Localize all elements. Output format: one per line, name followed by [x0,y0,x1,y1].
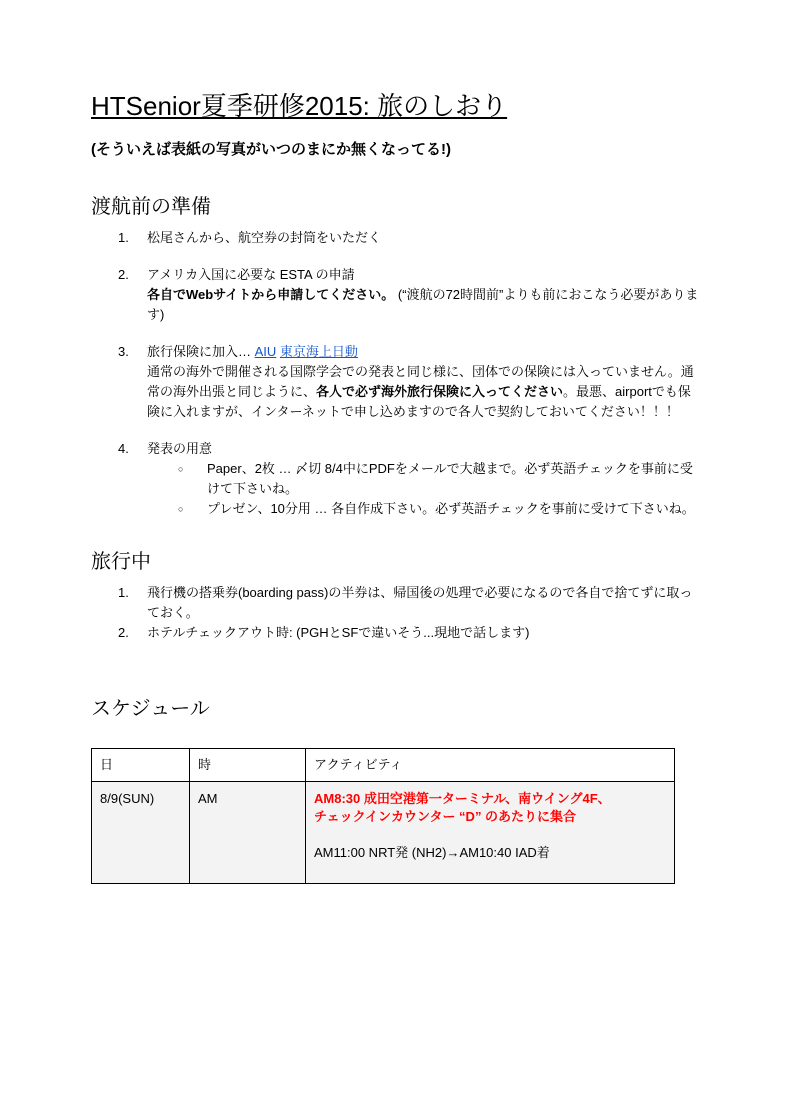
activity-highlight-line2: チェックインカウンター “D” のあたりに集合 [314,809,577,824]
section-heading-during-trip: 旅行中 [91,551,151,573]
activity-highlight-line1: AM8:30 成田空港第一ターミナル、南ウイング4F、 [314,791,611,806]
list-item-text: アメリカ入国に必要な ESTA の申請 [147,267,355,282]
preparation-list [91,228,700,519]
list-item-bold-text: 各自でWebサイトから申請してください。 [147,287,395,302]
list-item-presentation [91,439,700,519]
during-trip-list [91,583,700,643]
link-tokio-marine[interactable]: 東京海上日動 [279,344,358,359]
schedule-table-header-row [92,749,675,782]
column-header-time: 時 [190,749,306,782]
list-item-text: 発表の用意 [147,441,213,456]
column-header-activity: アクティビティ [306,749,675,782]
schedule-date-cell: 8/9(SUN) [92,782,190,884]
sublist-item-text: Paper、2枚 … 〆切 8/4中にPDFをメールで大越まで。必ず英語チェックを事前に受けて下さいね。 [207,461,693,496]
document-page [0,90,791,884]
section-heading-preparation: 渡航前の準備 [91,196,211,218]
column-header-date: 日 [92,749,190,782]
list-item-hotel-checkout [91,623,700,643]
document-subtitle: (そういえば表紙の写真がいつのまにか無くなってる!) [91,141,451,158]
list-item-text: 松尾さんから、航空券の封筒をいただく [147,230,382,245]
list-item-text: 。最悪、airportでも保険に入れますが、インターネットで申し込めますので各人で契約しておいてください！！！ [147,384,691,419]
schedule-table [91,748,675,884]
sublist-item-text: プレゼン、10分用 … 各自作成下さい。必ず英語チェックを事前に受けて下さいね。 [207,501,695,516]
circle-bullet-icon: ○ [178,504,184,514]
list-marker: 2. [118,625,129,640]
document-title: HTSenior夏季研修2015: 旅のしおり [91,91,508,121]
list-item-boarding-pass [91,583,700,623]
list-marker: 3. [118,344,129,359]
list-item-note: (“渡航の72時間前”よりも前におこなう必要があります) [147,287,699,322]
list-item-text: ホテルチェックアウト時: (PGHとSFで違いそう...現地で話します) [147,625,530,640]
schedule-activity-cell [306,782,675,884]
list-item-esta [91,265,700,325]
activity-flight-info: AM11:00 NRT発 (NH2)→AM10:40 IAD着 [314,845,550,860]
list-marker: 2. [118,267,129,282]
list-item-envelope [91,228,700,248]
list-marker: 4. [118,441,129,456]
activity-meeting-note [314,790,666,826]
list-item-bold-text: 各人で必ず海外旅行保険に入ってください [316,384,564,399]
section-heading-schedule: スケジュール [91,698,210,720]
sublist-item-paper [147,459,700,499]
list-marker: 1. [118,230,129,245]
list-item-text: 旅行保険に加入… [147,344,255,359]
schedule-table-row [92,782,675,884]
list-marker: 1. [118,585,129,600]
circle-bullet-icon: ○ [178,464,184,474]
list-item-text: 通常の海外で開催される国際学会での発表と同じ様に、団体での保険には入っていません。通常の海外出張と同じように、 [147,364,694,399]
list-item-text: 飛行機の搭乗券(boarding pass)の半券は、帰国後の処理で必要になるので各自で捨てずに取っておく。 [147,585,693,620]
sublist-item-presentation [147,499,700,519]
schedule-time-cell: AM [190,782,306,884]
list-item-insurance [91,342,700,422]
link-aiu[interactable]: AIU [254,344,277,359]
